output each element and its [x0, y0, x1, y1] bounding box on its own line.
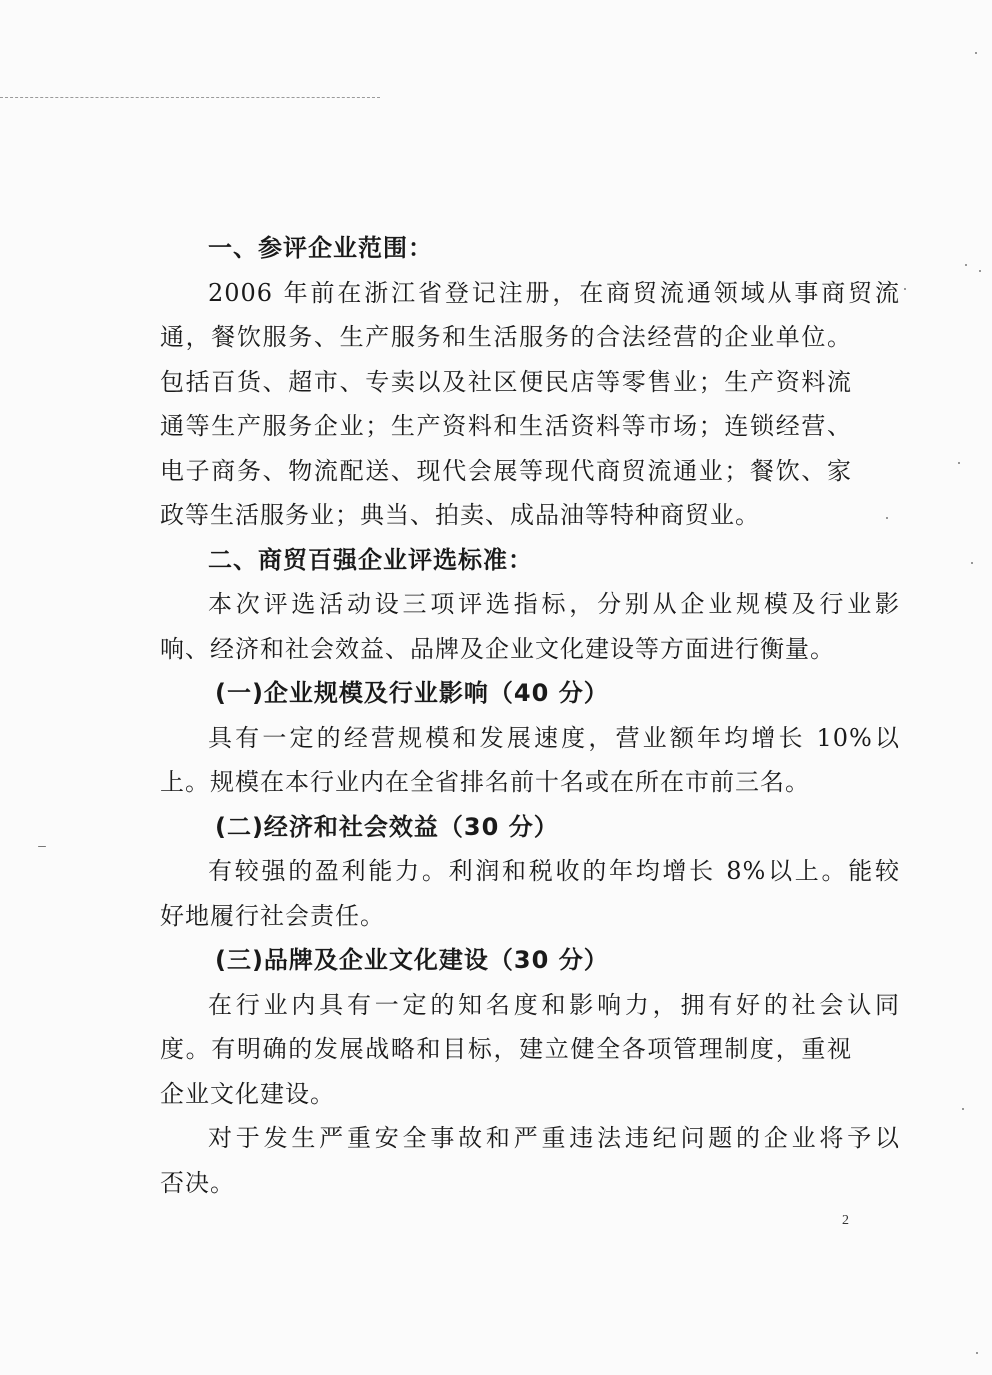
scan-speck: [971, 562, 973, 564]
subsection-1-heading: (一)企业规模及行业影响（40 分）: [215, 679, 609, 707]
scan-speck: [965, 264, 967, 266]
scan-speck: [962, 1108, 964, 1110]
section-2-line-1: 本次评选活动设三项评选指标，分别从企业规模及行业影: [208, 590, 900, 618]
document-body: [160, 226, 900, 1205]
subsection-1-line-1: 具有一定的经营规模和发展速度，营业额年均增长 10%以: [208, 723, 900, 752]
closing-line-2: 否决。: [160, 1168, 235, 1197]
scan-speck: [975, 52, 977, 54]
scan-speck: [904, 288, 906, 290]
subsection-3-heading: (三)品牌及企业文化建设（30 分）: [215, 946, 609, 974]
section-1-line-6: 政等生活服务业；典当、拍卖、成品油等特种商贸业。: [160, 501, 760, 529]
subsection-3-line-2: 度。有明确的发展战略和目标，建立健全各项管理制度，重视: [160, 1035, 852, 1063]
scan-speck: [886, 517, 888, 519]
subsection-1-line-2: 上。规模在本行业内在全省排名前十名或在所在市前三名。: [160, 768, 810, 796]
scan-speck: [958, 462, 960, 464]
section-2-heading: 二、商贸百强企业评选标准：: [208, 545, 533, 574]
scan-speck: [976, 1352, 978, 1354]
subsection-2-line-1: 有较强的盈利能力。利润和税收的年均增长 8%以上。能较: [208, 857, 900, 885]
closing-line-1: 对于发生严重安全事故和严重违法违纪问题的企业将予以: [208, 1124, 900, 1152]
page-number: 2: [842, 1213, 849, 1228]
section-1-line-5: 电子商务、物流配送、现代会展等现代商贸流通业；餐饮、家: [160, 456, 852, 485]
section-1-line-2: 通，餐饮服务、生产服务和生活服务的合法经营的企业单位。: [160, 323, 852, 351]
top-divider: [0, 97, 380, 98]
section-1-line-3: 包括百货、超市、专卖以及社区便民店等零售业；生产资料流: [160, 367, 852, 396]
scan-speck: [38, 846, 46, 847]
section-1-line-4: 通等生产服务企业；生产资料和生活资料等市场；连锁经营、: [160, 412, 852, 440]
subsection-2-line-2: 好地履行社会责任。: [160, 901, 385, 930]
subsection-3-line-1: 在行业内具有一定的知名度和影响力，拥有好的社会认同: [208, 990, 900, 1019]
subsection-2-heading: (二)经济和社会效益（30 分）: [215, 812, 559, 841]
section-1-line-1: 2006 年前在浙江省登记注册，在商贸流通领域从事商贸流: [208, 278, 900, 307]
scan-speck: [979, 270, 981, 272]
section-1-heading: 一、参评企业范围：: [208, 234, 433, 262]
section-2-line-2: 响、经济和社会效益、品牌及企业文化建设等方面进行衡量。: [160, 634, 835, 663]
subsection-3-line-3: 企业文化建设。: [160, 1079, 335, 1108]
